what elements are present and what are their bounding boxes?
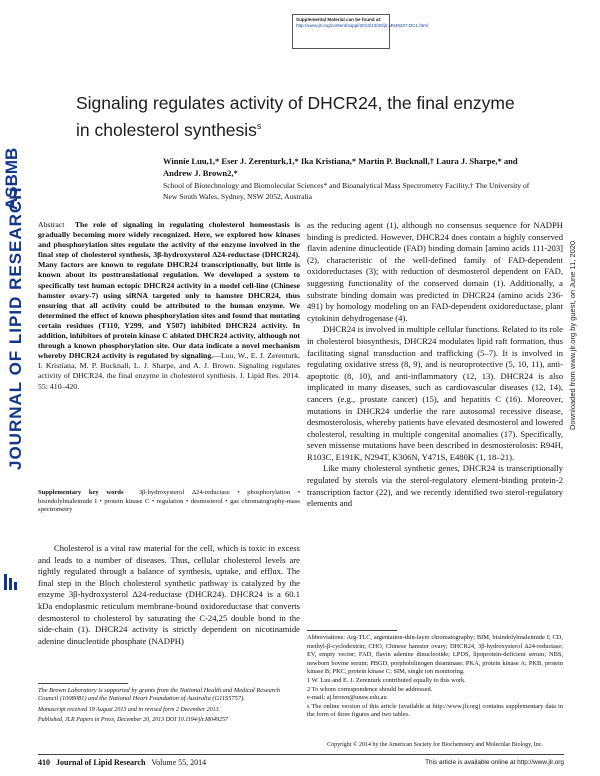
download-note: Downloaded from www.jlr.org by guest, on June 11, 2020 <box>568 240 577 430</box>
body-paragraph: Cholesterol is a vital raw material for the cell, which is toxic in excess and leads to a number of diseases. Thus, cellular cholesterol levels are tightly regulated through a balance of synthesis, uptake, and efflux. The final step in the Bloch cholesterol synthetic pathway is catalyzed by the enzyme 3β-hydroxysterol Δ24-reductase (DHCR24). DHCR24 is a 60.1 kDa endoplasmic reticulum membrane-bound oxidoreductase that converts desmosterol to cholesterol by saturating the C-24,25 double bond in the side-chain (1). DHCR24 activity is strictly dependent on nicotinamide adenine dinucleotide phosphate (NADPH) <box>38 543 300 646</box>
body-paragraph: Like many cholesterol synthetic genes, DHCR24 is transcriptionally regulated by sterols via the sterol-regulatory element-binding protein-2 transcription factor (22), and we recently identified two sterol-regulatory elements and <box>307 463 563 509</box>
footer-journal: Journal of Lipid Research <box>56 758 146 767</box>
body-paragraph: as the reducing agent (1), although no consensus sequence for NADPH binding is predicted. However, DHCR24 does contain a highly conserved flavin adenine dinucleotide (FAD) binding domain [amino acids 111-203] (2), characteristic of the well-defined family of FAD-dependent oxidoreductases (3); with reduction of desmosterol dependent on FAD, suggesting functionality of the conserved domain (1). Additionally, a substrate binding domain was predicted in DHCR24 (amino acids 236-491) by homology modeling on an FAD-dependent oxidoreductase, plant cytokinin dehydrogenase (4). <box>307 220 563 323</box>
article-title <box>76 92 516 142</box>
abbreviations-text: Abbreviations: Arg-TLC, argentation-thin-layer chromatography; BIM, bisindolylmaleimide I; CD, methyl-β-cyclodextrin; CHO, Chinese hamster ovary; DHCR24, 3β-hydroxysterol Δ24-reductase; EV, empty vector; FAD, flavin adenine dinucleotide; LPDS, lipoprotein-deficient serum; NBS, newborn bovine serum; PBGD, porphobilinogen deaminase; PKA, protein kinase A; PKB, protein kinase B; PKC, protein kinase C; SIM, single ion monitoring. <box>307 634 563 676</box>
title-text: Signaling regulates activity of DHCR24, the final enzyme in cholesterol synthesis <box>76 93 515 140</box>
footnote-divider <box>38 683 128 684</box>
online-supplement-note: s The online version of this article (available at http://www.jlr.org) contains supplementary data in the form of three figures and two tables. <box>307 702 563 719</box>
abstract-text: The role of signaling in regulating cholesterol homeostasis is gradually becoming more widely recognized. Here, we explored how kinases and phosphorylation sites regulate the activity of the enzyme involved in the final step of cholesterol synthesis, 3β-hydroxysterol Δ24-reductase (DHCR24). Many factors are known to regulate DHCR24 transcriptionally, but little is known about its posttranslational regulation. We developed a system to specifically test human ectopic DHCR24 activity in a model cell-line (Chinese hamster ovary-7) using siRNA targeted only to hamster DHCR24, thus ensuring that all activity could be attributed to the human enzyme. We determined the effect of known phosphorylation sites and found that mutating certain residues (T110, Y299, and Y507) inhibited DHCR24 activity. In addition, inhibitors of protein kinase C ablated DHCR24 activity, although not through a known phosphorylation site. Our data indicate a novel mechanism whereby DHCR24 activity is regulated by signaling. <box>38 220 300 361</box>
affiliation: School of Biotechnology and Biomolecular Sciences* and Bioanalytical Mass Spectrometry Facility,† The University of New South Wales, Sydney, NSW 2052, Australia <box>163 181 530 201</box>
title-supp-mark: s <box>256 121 262 131</box>
abstract-citation: —Luu, W., E. J. Zerenturk, I. Kristiana, M. P. Bucknall, L. J. Sharpe, and A. J. Brown. Signaling regulates activity of DHCR24, the final enzyme in cholesterol synthesis. J. Lipid Res. 2014. 55: 410–420. <box>38 351 300 391</box>
journal-logo-icon <box>2 572 18 592</box>
abstract <box>38 220 300 392</box>
supplemental-link[interactable]: http://www.jlr.org/content/suppl/2013/12/20/jlr.M049257.DC1.html <box>296 23 429 28</box>
received-note: Manuscript received 19 August 2013 and in revised form 2 December 2013. <box>38 706 221 713</box>
supplemental-heading: Supplemental Material can be found at: <box>296 17 382 22</box>
abbreviation-divider <box>307 630 397 631</box>
page-number: 410 <box>38 758 50 767</box>
body-right-column <box>307 220 563 510</box>
footer-volume: Volume 55, 2014 <box>151 758 207 767</box>
supplemental-box <box>292 14 429 49</box>
copyright: Copyright © 2014 by the American Society for Biochemistry and Molecular Biology, Inc. <box>327 742 543 748</box>
keywords <box>38 489 300 515</box>
email-note[interactable]: e-mail: aj.brown@unsw.edu.au <box>307 694 387 702</box>
journal-side-title: JOURNAL OF LIPID RESEARCH <box>6 186 25 470</box>
keywords-label: Supplementary key words <box>38 489 124 496</box>
correspondence-note: 2 To whom correspondence should be addressed. <box>307 685 433 693</box>
funding-footnotes <box>38 687 300 727</box>
equal-contribution-note: 1 W. Luu and E. J. Zerenturk contributed equally to this work. <box>307 676 466 684</box>
published-note: Published, JLR Papers in Press, December 20, 2013 DOI 10.1194/jlr.M049257 <box>38 717 228 724</box>
abstract-label: Abstract <box>38 220 65 229</box>
abbreviations <box>307 634 563 720</box>
publisher-logo: ASBMB <box>2 147 21 210</box>
funding-note: The Brown Laboratory is supported by grants from the National Health and Medical Research Council (1008081) and the National Heart Foundation of Australia (G11S5757). <box>38 687 280 703</box>
keywords-text: 3β-hydroxysterol Δ24-reductase • phosphorylation • bisindolylmaleimide I • protein kinase C • regulation • desmosterol • gas chromatography-mass spectrometry <box>38 489 301 514</box>
footer-rule <box>38 754 564 755</box>
body-left-column <box>38 543 300 647</box>
footer-left <box>38 758 206 767</box>
author-list: Winnie Luu,1,* Eser J. Zerenturk,1,* Ika Kristiana,* Martin P. Bucknall,† Laura J. Sharpe,* and Andrew J. Brown2,* <box>163 156 518 178</box>
footer-online-note: This article is available online at http://www.jlr.org <box>425 759 564 766</box>
body-paragraph: DHCR24 is involved in multiple cellular functions. Related to its role in cholesterol biosynthesis, DHCR24 modulates lipid raft formation, thus facilitating signal transduction and trafficking (5–7). It is involved in regulating oxidative stress (8, 9), and is neuroprotective (5, 10, 11), anti-apoptotic (8, 10), and anti-inflammatory (12, 13). DHCR24 is also implicated in many diseases, such as cardiovascular diseases (12, 14), cancers (e.g., prostate cancer) (15), and hepatitis C (16). Moreover, mutations in DHCR24 underlie the rare autosomal recessive disease, desmosterolosis, whereby patients have elevated desmosterol and lowered cholesterol, resulting in multiple congenital anomalies (17). Specifically, seven missense mutations have been described in desmosterolosis: R94H, R103C, E191K, N294T, K306N, Y471S, E480K (1, 18–21). <box>307 324 563 462</box>
